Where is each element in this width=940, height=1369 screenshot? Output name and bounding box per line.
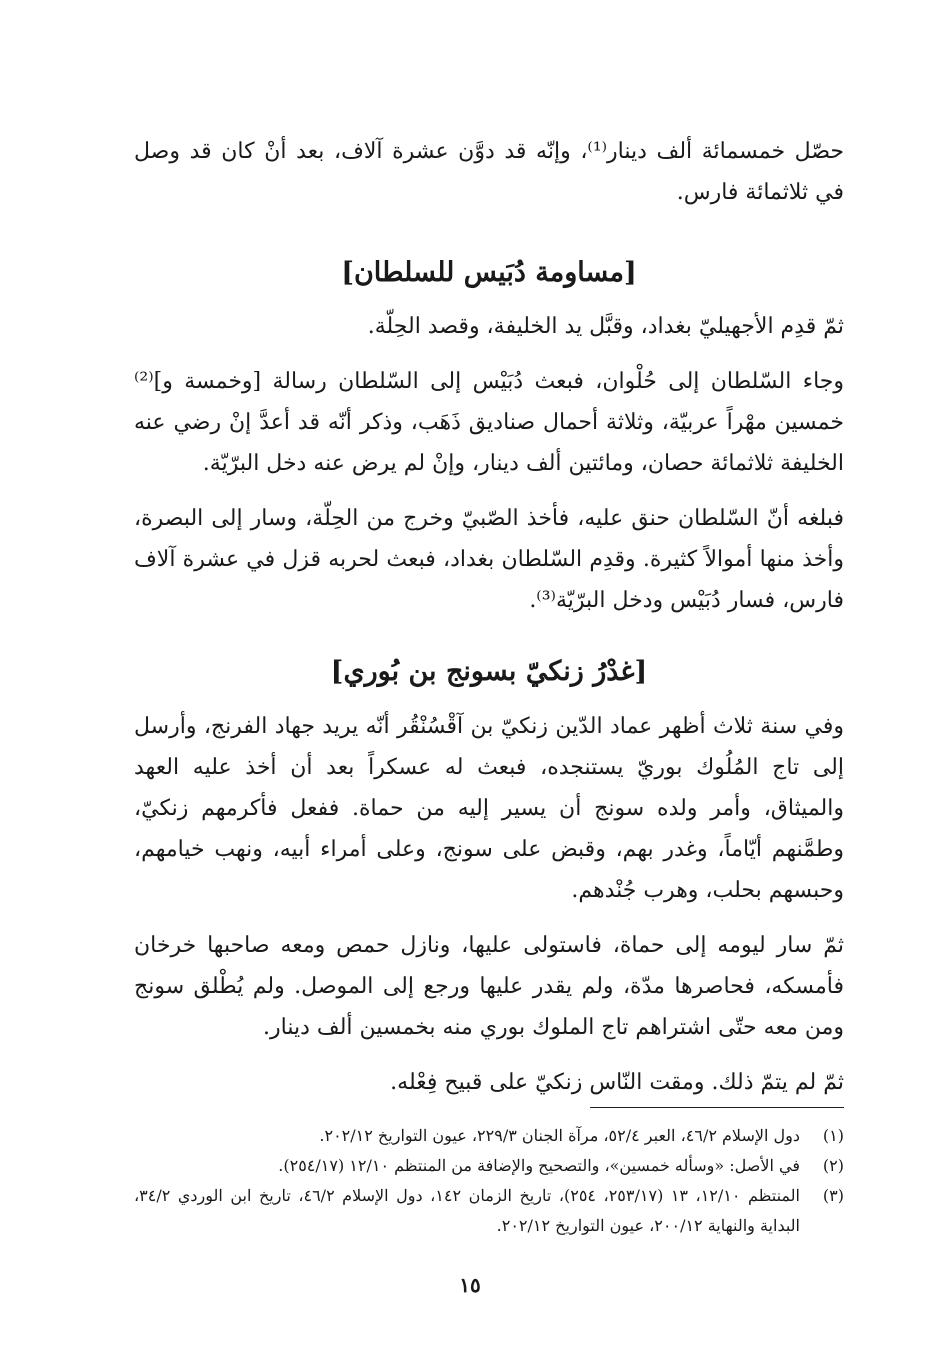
paragraph-7: ثمّ لم يتمّ ذلك. ومقت النّاس زنكيّ على قبيح فِعْله. bbox=[390, 1070, 844, 1095]
body-text-section-1 bbox=[134, 306, 844, 621]
paragraph-2: ثمّ قدِم الأجهيليّ بغداد، وقبَّل يد الخليفة، وقصد الحِلّة. bbox=[367, 314, 844, 339]
body-text-section-2 bbox=[134, 706, 844, 1103]
paragraph-6: ثمّ سار ليومه إلى حماة، فاستولى عليها، ونازل حمص ومعه صاحبها خرخان فأمسكه، فحاصرها مدّة، ولم يقدر عليها ورجع إلى الموصل. ولم يُطْلق سونج ومن معه حتّى اشتراهم تاج الملوك بوري منه بخمسين ألف دينار. bbox=[134, 933, 844, 1040]
footnote-2 bbox=[134, 1151, 844, 1181]
section-heading-1: [مساومة دُبَيس للسلطان] bbox=[341, 257, 637, 288]
footnotes bbox=[134, 1121, 844, 1241]
footnote-3 bbox=[134, 1181, 844, 1241]
paragraph-5: وفي سنة ثلاث أظهر عماد الدّين زنكيّ بن آقْسُنْقُر أنّه يريد جهاد الفرنج، وأرسل إلى تاج المُلُوك بوريّ يستنجده، فبعث له عسكراً بعد أن أخذ عليه العهد والميثاق، وأمر ولده سونج أن يسير إليه من حماة. ففعل فأكرمهم زنكيّ، وطمَّنهم أيّاماً، وغدر بهم، وقبض على سونج، وعلى أمراء أبيه، ونهب خيامهم، وحبسهم بحلب، وهرب جُنْدهم. bbox=[134, 714, 844, 903]
paragraph-3: وجاء السّلطان إلى حُلْوان، فبعث دُبَيْس إلى السّلطان رسالة [وخمسة و]⁽²⁾ خمسين مهْراً عربيّة، وثلاثة أحمال صناديق ذَهَب، وذكر أنّه قد أعدَّ إنْ رضي عنه الخليفة ثلاثمائة حصان، ومائتين ألف دينار، وإنْ لم يرض عنه دخل البرّيّة. bbox=[134, 369, 844, 476]
body-text-top bbox=[134, 131, 844, 213]
footnote-number: (١) bbox=[822, 1126, 844, 1145]
footnote-text: دول الإسلام ٤٦/٢، العبر ٥٢/٤، مرآة الجنان ٢٢٩/٣، عيون التواريخ ٢٠٢/١٢. bbox=[319, 1126, 800, 1145]
footnote-number: (٢) bbox=[822, 1156, 844, 1175]
footnote-text: المنتظم ١٢/١٠، ١٣ (٢٥٣/١٧، ٢٥٤)، تاريخ الزمان ١٤٢، دول الإسلام ٤٦/٢، تاريخ ابن الوردي ٣٤/٢، البداية والنهاية ٢٠٠/١٢، عيون التواريخ ٢٠٢/١٢. bbox=[134, 1186, 800, 1235]
paragraph-4: فبلغه أنّ السّلطان حنق عليه، فأخذ الصّبيّ وخرج من الحِلّة، وسار إلى البصرة، وأخذ منها أموالاً كثيرة. وقدِم السّلطان بغداد، فبعث لحربه قزل في عشرة آلاف فارس، فسار دُبَيْس ودخل البرّيّة⁽³⁾. bbox=[134, 506, 844, 613]
footnote-1 bbox=[134, 1121, 844, 1151]
footnote-divider bbox=[590, 1107, 844, 1108]
section-heading-2: [غدْرُ زنكيّ بسونج بن بُوري] bbox=[330, 656, 648, 687]
paragraph-1: حصّل خمسمائة ألف دينار⁽¹⁾، وإنّه قد دوَّن عشرة آلاف، بعد أنْ كان قد وصل في ثلاثمائة فارس. bbox=[134, 139, 844, 205]
page-number: ١٥ bbox=[459, 1273, 481, 1297]
footnote-text: في الأصل: «وسأله خمسين»، والتصحيح والإضافة من المنتظم ١٢/١٠ (٢٥٤/١٧). bbox=[278, 1156, 800, 1175]
footnote-number: (٣) bbox=[822, 1186, 844, 1205]
